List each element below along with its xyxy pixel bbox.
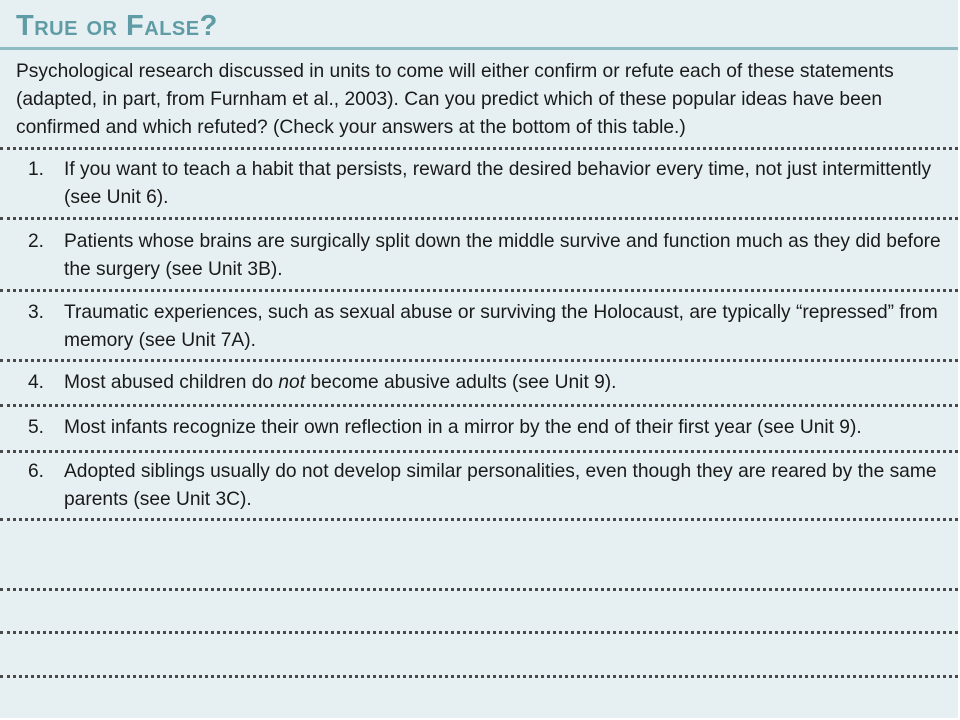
list-item [28, 458, 948, 514]
item-text-before: Most abused children do [64, 372, 279, 393]
divider [0, 675, 958, 678]
list-item [28, 156, 948, 212]
item-text: Adopted siblings usually do not develop similar personalities, even though they are reared by the same parents (see Unit 3C). [64, 461, 937, 510]
item-number: 5. [28, 417, 45, 438]
item-text: Patients whose brains are surgically split down the middle survive and function much as they did before the surgery (see Unit 3B). [64, 231, 941, 280]
item-text [64, 369, 948, 397]
list-item [28, 414, 948, 442]
item-number: 6. [28, 461, 45, 482]
divider [0, 359, 958, 362]
intro-paragraph: Psychological research discussed in units to come will either confirm or refute each of these statements (adapted, in part, from Furnham et al., 2003). Can you predict which of these popular ideas have been confirmed and which refuted? (Check your answers at the bottom of this table.) [16, 61, 894, 138]
item-number: 2. [28, 231, 45, 252]
item-number: 1. [28, 159, 45, 180]
divider [0, 289, 958, 292]
item-text: If you want to teach a habit that persists, reward the desired behavior every time, not just intermittently (see Unit 6). [64, 159, 932, 208]
divider [0, 631, 958, 634]
divider [0, 588, 958, 591]
divider [0, 147, 958, 150]
divider [0, 450, 958, 453]
item-text: Most infants recognize their own reflection in a mirror by the end of their first year (see Unit 9). [64, 417, 862, 438]
divider [0, 518, 958, 521]
divider [0, 404, 958, 407]
item-number: 3. [28, 302, 45, 323]
item-text: Traumatic experiences, such as sexual abuse or surviving the Holocaust, are typically “repressed” from memory (see Unit 7A). [64, 302, 938, 351]
list-item [28, 369, 948, 397]
list-item [28, 228, 948, 284]
page-title: True or False? [16, 10, 218, 42]
divider [0, 217, 958, 220]
item-number: 4. [28, 372, 45, 393]
list-item [28, 299, 948, 355]
title-underline [0, 47, 958, 50]
title-bar [0, 0, 958, 48]
item-text-after: become abusive adults (see Unit 9). [305, 372, 617, 393]
item-text-emphasis: not [278, 372, 306, 393]
